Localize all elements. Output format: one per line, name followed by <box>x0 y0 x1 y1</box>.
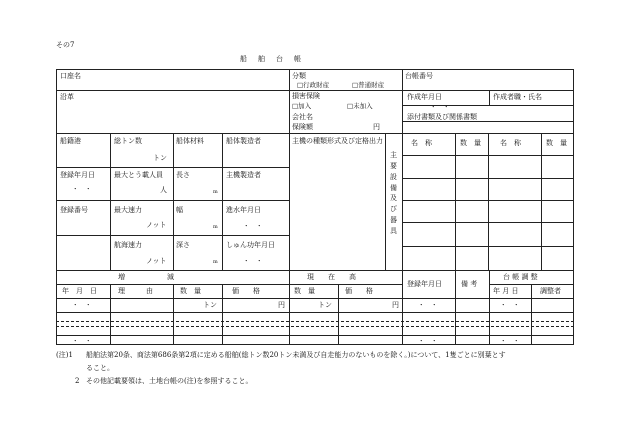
registration-number-label: 登録番号 <box>60 206 88 214</box>
row-divider <box>56 326 574 327</box>
col-divider <box>531 284 532 345</box>
company-name-label: 会社名 <box>292 113 313 121</box>
completion-date-value: ・ ・ <box>243 257 263 265</box>
insured-amount-label: 保険額 <box>292 123 313 131</box>
col-divider <box>110 284 111 345</box>
row-divider <box>402 105 574 106</box>
col-divider <box>173 133 174 270</box>
row-divider <box>56 321 574 322</box>
col-divider <box>222 284 223 345</box>
row-adjust-date-value: ・ ・ <box>500 337 520 345</box>
row-adjust-date-value: ・ ・ <box>500 301 520 309</box>
quantity2-header: 数 量 <box>294 287 315 295</box>
meter-unit: m <box>213 224 218 230</box>
ship-port-label: 船籍港 <box>60 137 81 145</box>
row-divider <box>56 298 574 299</box>
price2-header: 価 格 <box>345 287 373 295</box>
max-passengers-label: 最大とう載人員 <box>114 171 163 179</box>
col-divider <box>488 133 489 270</box>
increase-decrease-header: 増 減 <box>118 273 174 281</box>
col-divider <box>402 270 403 345</box>
row-divider <box>402 121 574 122</box>
note1-line1: 船舶法第20条、商法第686条第2項に定める船舶(総トン数20トン未満及び自走能力のないものを除く。)について、1隻ごとに別葉とす <box>86 351 506 359</box>
ledger-adjust-header: 台 帳 調 整 <box>503 273 538 281</box>
yen-unit: 円 <box>278 301 285 309</box>
ymd-header: 年 月 日 <box>62 287 97 295</box>
category-general-checkbox[interactable]: □普通財産 <box>352 81 385 89</box>
col-divider <box>289 270 290 345</box>
col-divider <box>455 270 456 345</box>
current-value-header: 現 在 高 <box>307 273 356 281</box>
hull-builder-label: 船体製造者 <box>226 137 261 145</box>
equipment-name2-header: 名 称 <box>500 139 521 147</box>
ton-unit: トン <box>318 301 332 309</box>
row-divider <box>56 284 403 285</box>
row-date-value: ・ ・ <box>72 301 92 309</box>
col-divider <box>455 133 456 270</box>
col-divider <box>110 133 111 270</box>
row-divider <box>56 335 574 336</box>
meter-unit: m <box>213 189 218 195</box>
cruise-speed-label: 航海速力 <box>114 241 142 249</box>
reg-date-header: 登録年月日 <box>407 280 442 288</box>
adjust-ymd-header: 年 月 日 <box>493 287 519 295</box>
row-divider <box>56 90 574 91</box>
insurance-joined-checkbox[interactable]: □加入 <box>292 102 312 110</box>
engine-builder-label: 主機製造者 <box>226 171 261 179</box>
launch-date-value: ・ ・ <box>243 222 263 230</box>
row-divider <box>56 312 574 313</box>
equipment-qty-header: 数 量 <box>460 139 481 147</box>
registration-date-label: 登録年月日 <box>60 171 95 179</box>
equipment-name-header: 名 称 <box>411 139 432 147</box>
note2-text: その他記載要領は、土地台帳の(注)を参照すること。 <box>86 377 253 385</box>
ton-unit: トン <box>153 154 167 162</box>
page-title: 船 舶 台 帳 <box>240 55 303 63</box>
row-date-value: ・ ・ <box>72 337 92 345</box>
launch-date-label: 進水年月日 <box>226 206 261 214</box>
persons-unit: 人 <box>160 186 167 194</box>
note2-prefix: 2 <box>75 377 80 385</box>
reason-header: 理 由 <box>118 287 153 295</box>
ledger-number-label: 台帳番号 <box>405 72 433 80</box>
created-date-value: ・ ・ <box>430 103 450 111</box>
main-engine-type-label: 主機の種類形式及び定格出力 <box>292 137 383 145</box>
row-divider <box>56 133 574 134</box>
completion-date-label: しゅん功年月日 <box>226 241 275 249</box>
note1-line2: ること。 <box>86 364 114 372</box>
knot-unit: ノット <box>146 221 167 229</box>
insurance-not-joined-checkbox[interactable]: □未加入 <box>347 102 373 110</box>
form-number: その7 <box>56 41 75 49</box>
price-header: 価 格 <box>232 287 260 295</box>
remarks-header: 備 考 <box>461 280 478 288</box>
knot-unit: ノット <box>146 257 167 265</box>
quantity-header: 数 量 <box>180 287 201 295</box>
col-divider <box>489 90 490 105</box>
col-divider <box>338 284 339 345</box>
col-divider <box>402 69 403 270</box>
account-name-label: 口座名 <box>60 72 81 80</box>
col-divider <box>173 284 174 345</box>
history-label: 沿革 <box>60 93 74 101</box>
ton-unit: トン <box>203 301 217 309</box>
col-divider <box>385 133 386 270</box>
category-admin-checkbox[interactable]: □行政財産 <box>297 81 330 89</box>
category-label: 分類 <box>292 72 306 80</box>
col-divider <box>489 270 490 345</box>
col-divider <box>541 133 542 270</box>
meter-unit: m <box>213 259 218 265</box>
yen-unit: 円 <box>373 123 380 131</box>
creator-label: 作成者職・氏名 <box>493 93 542 101</box>
equipment-qty2-header: 数 量 <box>546 139 567 147</box>
row-divider <box>56 270 574 271</box>
hull-material-label: 船体材料 <box>176 137 204 145</box>
attached-docs-label: 添付書類及び関係書類 <box>407 113 477 121</box>
depth-label: 深さ <box>176 241 190 249</box>
length-label: 長さ <box>176 171 190 179</box>
max-speed-label: 最大速力 <box>114 206 142 214</box>
col-divider <box>222 133 223 270</box>
registration-date-value: ・ ・ <box>72 185 92 193</box>
col-divider <box>289 69 290 270</box>
note1-prefix: (注)1 <box>56 351 73 359</box>
gross-tonnage-label: 総トン数 <box>114 137 142 145</box>
insurance-label: 損害保険 <box>292 92 320 100</box>
yen-unit: 円 <box>392 301 399 309</box>
width-label: 幅 <box>176 206 183 214</box>
main-equipment-label: 主要設備及び器具 <box>390 151 397 235</box>
row-reg-date-value: ・ ・ <box>418 301 438 309</box>
created-date-label: 作成年月日 <box>407 93 442 101</box>
row-reg-date-value: ・ ・ <box>418 337 438 345</box>
adjuster-header: 調整者 <box>540 287 561 295</box>
